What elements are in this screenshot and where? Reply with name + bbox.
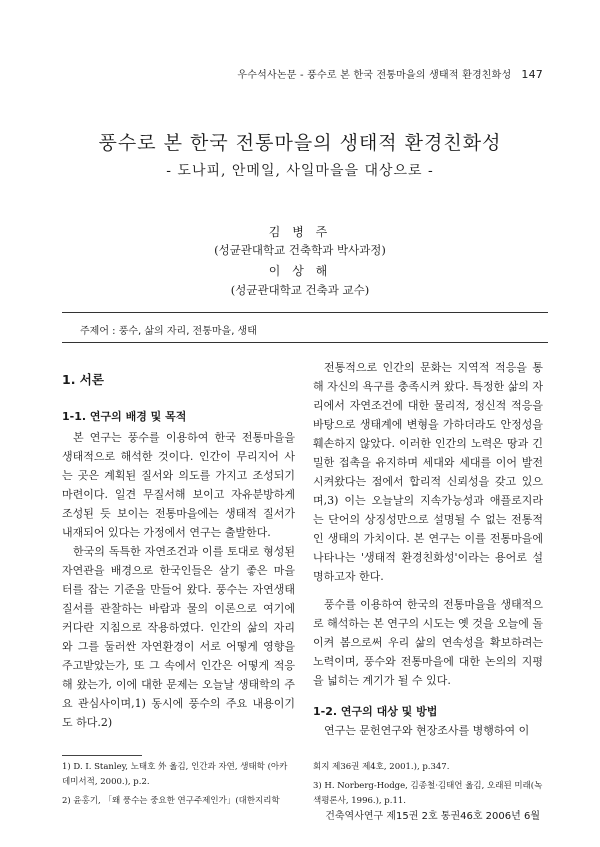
keywords: 주제어 : 풍수, 삶의 자리, 전통마을, 생태 [80,326,257,337]
author-name-1: 김 병 주 [268,225,332,239]
author-affiliation-2: (성균관대학교 건축과 교수) [230,283,370,297]
right-paragraph-2: 풍수를 이용하여 한국의 전통마을을 생태적으로 해석하는 본 연구의 시도는 옛 것을 오늘에 돌이켜 봄으로써 우리 삶의 연속성을 확보하려는 노력이며, 풍수와 전통마을에 대한 논의의 지평을 넓히는 계기가 될 수 있다. [313,598,543,687]
footnote-3: 3) H. Norberg-Hodge, 김종철·김태언 옮김, 오래된 미래(녹색평론사, 1996.), p.11. [313,781,543,806]
page-number: 147 [521,68,543,81]
right-paragraph-3: 연구는 문헌연구와 현장조사를 병행하여 이 [324,724,530,737]
author-affiliation-1: (성균관대학교 건축학과 박사과정) [214,243,386,257]
keywords-bottom-rule [62,342,548,343]
footnote-1: 1) D. I. Stanley, 노태호 外 옮김, 인간과 자연, 생태학 (아카데미서적, 2000.), p.2. [62,762,288,787]
subsection-heading-1-1: 1-1. 연구의 배경 및 목적 [62,410,187,423]
subsection-heading-1-2: 1-2. 연구의 대상 및 방법 [313,705,438,718]
footnotes-left [62,760,295,809]
running-header [0,66,543,81]
left-paragraph-1: 본 연구는 풍수를 이용하여 한국 전통마을을 생태적으로 해석한 것이다. 인간이 무리지어 사는 곳은 계획된 질서와 의도를 가지고 조성되기 마련이다. 일견 무질서해 보이고 자유분방하게 조성된 듯 보이는 전통마을에는 생태적 질서가 내재되어 있다는 가정에서 연구는 출발한다. [62,431,295,539]
footnote-2: 2) 윤홍기, 「왜 풍수는 중요한 연구주제인가」(대한지리학 [62,796,280,806]
article-subtitle: - 도나피, 안메일, 사일마을을 대상으로 - [166,163,434,179]
keywords-top-rule [62,312,548,313]
left-paragraph-2: 한국의 독특한 자연조건과 이를 토대로 형성된 자연관을 배경으로 한국인들은 살기 좋은 마을 터를 잡는 기준을 만들어 왔다. 풍수는 자연생태 질서를 관찰하는 바람과 물의 이론으로 여기에 커다란 지침으로 작용하였다. 인간의 삶의 자리와 그를 둘러싼 자연환경이 서로 어떻게 영향을 주고받았는가, 또 그 속에서 인간은 어떻게 적응해 왔는가, 이에 대한 문제는 오늘날 생태학의 주요 관심사이며,1) 동시에 풍수의 주요 내용이기도 하다.2) [62,545,295,729]
footnote-rule [62,755,142,756]
author-name-2: 이 상 해 [268,264,332,278]
article-title: 풍수로 본 한국 전통마을의 생태적 환경친화성 [98,132,502,154]
journal-footer: 건축역사연구 제15권 2호 통권46호 2006년 6월 [325,811,540,822]
right-paragraph-1: 전통적으로 인간의 문화는 지역적 적응을 통해 자신의 욕구를 충족시켜 왔다. 특정한 삶의 자리에서 자연조건에 대한 물리적, 정신적 적응을 바탕으로 생태계에 변형을 가하더라도 안정성을 훼손하지 않았다. 이러한 인간의 노력은 땅과 긴밀한 접촉을 유지하며 세대와 세대를 이어 발전시켜왔다는 점에서 합리적 신뢰성을 갖고 있으며,3) 이는 오늘날의 지속가능성과 애플로지라는 단어의 상징성만으로 설명될 수 없는 전통적인 생태의 가치이다. 본 연구는 이를 전통마을에 나타나는 '생태적 환경친화성'이라는 용어로 설명하고자 한다. [313,361,543,583]
left-column [62,370,295,732]
section-heading: 1. 서론 [62,372,104,387]
footnote-2-continued: 회지 제36권 제4호, 2001.), p.347. [313,762,450,772]
footnotes-right [313,760,543,809]
running-title: 우수석사논문 - 풍수로 본 한국 전통마을의 생태적 환경친화성 [237,70,512,81]
right-column [313,358,543,740]
